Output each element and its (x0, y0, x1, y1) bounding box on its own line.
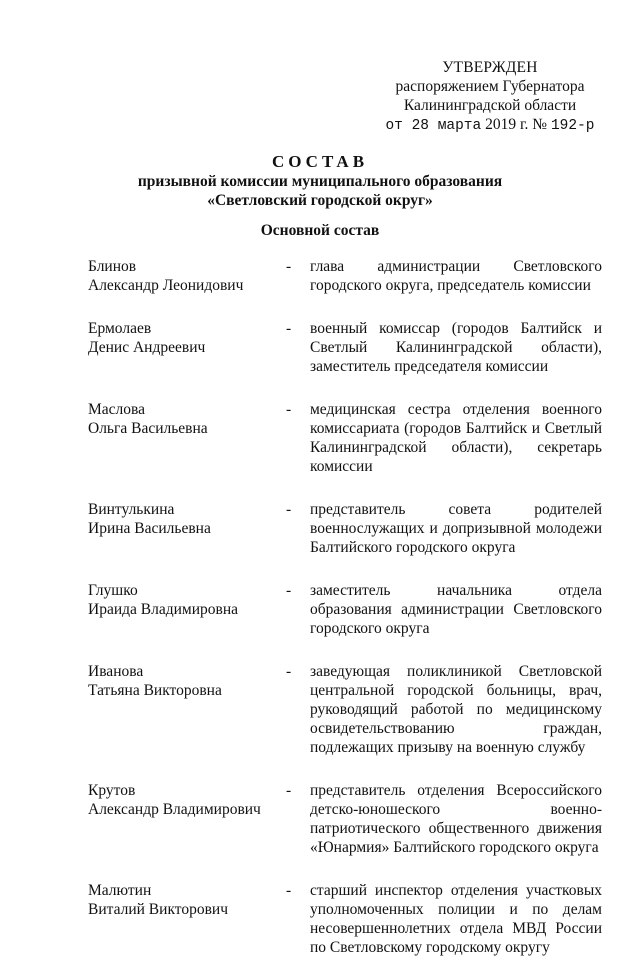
member-role: медицинская сестра отделения военного комиссариата (городов Балтийск и Светлый Калининградской области), секретарь комиссии (310, 401, 602, 475)
member-row (88, 881, 602, 957)
member-surname: Малютин (88, 882, 152, 899)
member-separator: - (286, 882, 292, 899)
members-list (88, 257, 602, 957)
member-given-names: Виталий Викторович (88, 901, 228, 918)
member-given-names: Татьяна Викторовна (88, 682, 222, 699)
member-name (88, 400, 286, 476)
member-separator: - (286, 401, 292, 418)
document-subtitle-1: призывной комиссии муниципального образования (137, 173, 503, 190)
member-separator: - (286, 320, 292, 337)
member-given-names: Ирина Васильевна (88, 520, 211, 537)
member-row (88, 400, 602, 476)
member-role: старший инспектор отделения участковых уполномоченных полиции и по делам несовершеннолетних отдела МВД России по Светловскому городскому округу (310, 882, 602, 956)
member-name (88, 662, 286, 757)
member-name (88, 781, 286, 857)
member-role: заведующая поликлиникой Светловской центральной городской больницы, врач, руководящий работой по медицинскому освидетельствованию граждан, подлежащих призыву на военную службу (310, 663, 602, 756)
member-row (88, 500, 602, 557)
approved-title: УТВЕРЖДЕН (442, 59, 538, 76)
member-row (88, 581, 602, 638)
member-separator: - (286, 663, 292, 680)
order-date: от 28 марта (385, 118, 482, 134)
member-separator: - (286, 782, 292, 799)
member-given-names: Александр Владимирович (88, 801, 261, 818)
member-row (88, 319, 602, 376)
document-heading (0, 152, 640, 210)
order-year: 2019 г. № (485, 116, 548, 133)
member-separator: - (286, 258, 292, 275)
member-row (88, 257, 602, 295)
member-name (88, 319, 286, 376)
section-title: Основной состав (260, 222, 380, 239)
member-role: военный комиссар (городов Балтийск и Светлый Калининградской области), заместитель председателя комиссии (310, 320, 602, 375)
member-given-names: Ираида Владимировна (88, 601, 238, 618)
order-reference (372, 115, 608, 136)
member-name (88, 500, 286, 557)
member-surname: Крутов (88, 782, 136, 799)
member-given-names: Ольга Васильевна (88, 420, 208, 437)
member-role: заместитель начальника отдела образования администрации Светловского городского округа (310, 582, 602, 637)
member-separator: - (286, 501, 292, 518)
member-name (88, 581, 286, 638)
member-role: представитель отделения Всероссийского детско-юношеского военно-патриотического общественного движения «Юнармия» Балтийского городского округа (310, 782, 602, 856)
member-row (88, 781, 602, 857)
member-role: глава администрации Светловского городского округа, председатель комиссии (310, 258, 602, 294)
member-name (88, 257, 286, 295)
document-title: СОСТАВ (271, 152, 369, 171)
member-separator: - (286, 582, 292, 599)
member-role: представитель совета родителей военнослужащих и допризывной молодежи Балтийского городского округа (310, 501, 602, 556)
member-name (88, 881, 286, 957)
member-surname: Ермолаев (88, 320, 152, 337)
member-surname: Винтулькина (88, 501, 175, 518)
member-surname: Иванова (88, 663, 144, 680)
approval-line-2: Калининградской области (403, 97, 577, 114)
member-given-names: Денис Андреевич (88, 339, 206, 356)
member-surname: Глушко (88, 582, 138, 599)
document-subtitle-2: «Светловский городской округ» (207, 192, 433, 209)
approval-stamp (372, 58, 608, 136)
member-surname: Маслова (88, 401, 146, 418)
member-surname: Блинов (88, 258, 137, 275)
member-given-names: Александр Леонидович (88, 277, 244, 294)
member-row (88, 662, 602, 757)
approval-line-1: распоряжением Губернатора (395, 78, 585, 95)
order-number: 192-р (550, 118, 595, 134)
